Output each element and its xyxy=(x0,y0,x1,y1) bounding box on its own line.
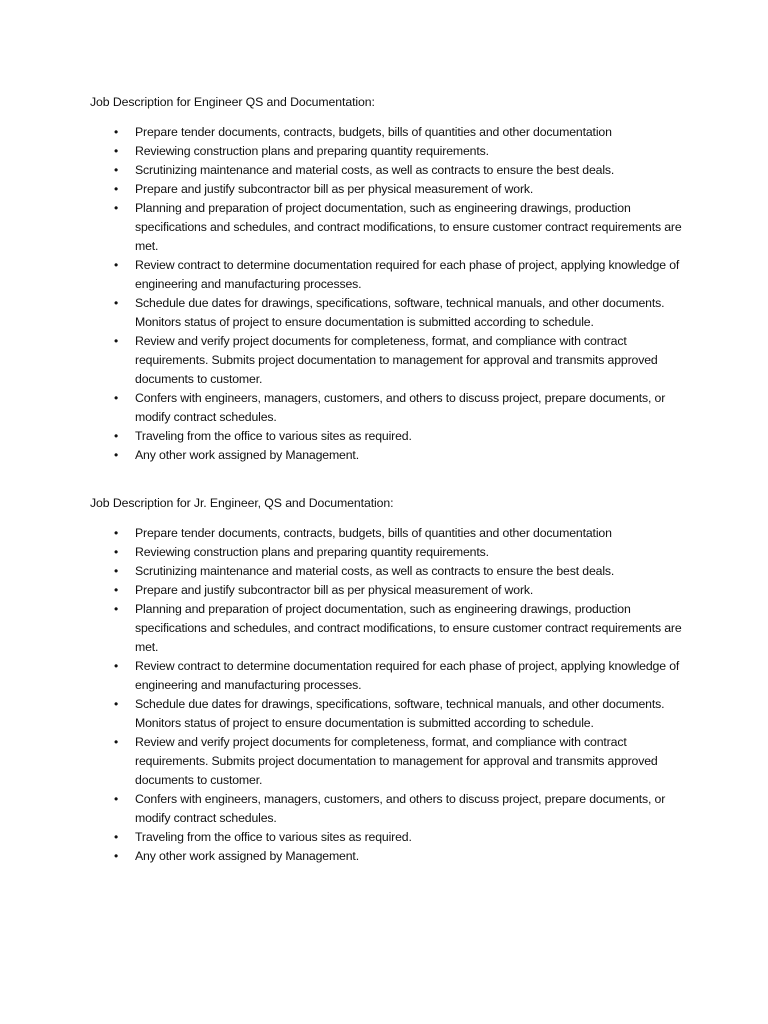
bullet-icon: • xyxy=(114,163,119,177)
list-item-text: Review contract to determine documentation required for each phase of project, applying knowledge of engineering and manufacturing processes. xyxy=(135,258,680,291)
list-item xyxy=(90,695,690,733)
bullet-icon: • xyxy=(114,583,119,597)
list-item-text: Traveling from the office to various sites as required. xyxy=(135,429,412,443)
list-item-text: Planning and preparation of project documentation, such as engineering drawings, production specifications and schedules, and contract modifications, to ensure customer contract requirements are met. xyxy=(135,602,682,654)
section-heading: Job Description for Engineer QS and Documentation: xyxy=(90,95,375,109)
bullet-icon: • xyxy=(114,526,119,540)
bullet-icon: • xyxy=(114,182,119,196)
list-item-text: Review and verify project documents for completeness, format, and compliance with contract requirements. Submits project documentation to management for approval and transmits approved documents to customer. xyxy=(135,735,658,787)
list-item-text: Confers with engineers, managers, customers, and others to discuss project, prepare documents, or modify contract schedules. xyxy=(135,792,666,825)
engineer-job-section xyxy=(90,93,690,465)
list-item xyxy=(90,161,690,180)
list-item-text: Scrutinizing maintenance and material costs, as well as contracts to ensure the best deals. xyxy=(135,564,615,578)
bullet-icon: • xyxy=(114,830,119,844)
list-item xyxy=(90,123,690,142)
list-item-text: Review contract to determine documentation required for each phase of project, applying knowledge of engineering and manufacturing processes. xyxy=(135,659,680,692)
list-item xyxy=(90,446,690,465)
list-item-text: Review and verify project documents for completeness, format, and compliance with contract requirements. Submits project documentation to management for approval and transmits approved documents to customer. xyxy=(135,334,658,386)
list-item xyxy=(90,142,690,161)
list-item-text: Planning and preparation of project documentation, such as engineering drawings, production specifications and schedules, and contract modifications, to ensure customer contract requirements are met. xyxy=(135,201,682,253)
bullet-icon: • xyxy=(114,792,119,806)
list-item-text: Prepare tender documents, contracts, budgets, bills of quantities and other documentation xyxy=(135,526,612,540)
bullet-icon: • xyxy=(114,144,119,158)
bullet-icon: • xyxy=(114,564,119,578)
list-item-text: Any other work assigned by Management. xyxy=(135,448,359,462)
bullet-icon: • xyxy=(114,697,119,711)
list-item xyxy=(90,180,690,199)
list-item xyxy=(90,332,690,389)
list-item-text: Prepare and justify subcontractor bill as per physical measurement of work. xyxy=(135,182,534,196)
list-item-text: Any other work assigned by Management. xyxy=(135,849,359,863)
list-item xyxy=(90,657,690,695)
bullet-icon: • xyxy=(114,735,119,749)
jr-engineer-job-section xyxy=(90,494,690,866)
list-item xyxy=(90,790,690,828)
bullet-icon: • xyxy=(114,659,119,673)
bullet-icon: • xyxy=(114,258,119,272)
bullet-icon: • xyxy=(114,391,119,405)
list-item xyxy=(90,524,690,543)
list-item-text: Scrutinizing maintenance and material costs, as well as contracts to ensure the best deals. xyxy=(135,163,615,177)
bullet-icon: • xyxy=(114,334,119,348)
bullet-icon: • xyxy=(114,429,119,443)
list-item-text: Schedule due dates for drawings, specifications, software, technical manuals, and other documents. Monitors status of project to ensure documentation is submitted according to schedule. xyxy=(135,697,665,730)
duties-list xyxy=(90,524,690,866)
list-item-text: Prepare tender documents, contracts, budgets, bills of quantities and other documentation xyxy=(135,125,612,139)
list-item xyxy=(90,562,690,581)
list-item xyxy=(90,294,690,332)
list-item xyxy=(90,828,690,847)
list-item xyxy=(90,199,690,256)
section-heading: Job Description for Jr. Engineer, QS and Documentation: xyxy=(90,496,394,510)
list-item xyxy=(90,389,690,427)
bullet-icon: • xyxy=(114,125,119,139)
list-item xyxy=(90,600,690,657)
list-item xyxy=(90,427,690,446)
bullet-icon: • xyxy=(114,602,119,616)
list-item xyxy=(90,733,690,790)
duties-list xyxy=(90,123,690,465)
list-item xyxy=(90,581,690,600)
list-item-text: Confers with engineers, managers, customers, and others to discuss project, prepare documents, or modify contract schedules. xyxy=(135,391,666,424)
bullet-icon: • xyxy=(114,545,119,559)
bullet-icon: • xyxy=(114,849,119,863)
list-item-text: Reviewing construction plans and preparing quantity requirements. xyxy=(135,545,489,559)
bullet-icon: • xyxy=(114,296,119,310)
list-item-text: Reviewing construction plans and preparing quantity requirements. xyxy=(135,144,489,158)
list-item-text: Traveling from the office to various sites as required. xyxy=(135,830,412,844)
list-item xyxy=(90,256,690,294)
list-item xyxy=(90,543,690,562)
bullet-icon: • xyxy=(114,201,119,215)
bullet-icon: • xyxy=(114,448,119,462)
list-item xyxy=(90,847,690,866)
list-item-text: Schedule due dates for drawings, specifications, software, technical manuals, and other documents. Monitors status of project to ensure documentation is submitted according to schedule. xyxy=(135,296,665,329)
list-item-text: Prepare and justify subcontractor bill as per physical measurement of work. xyxy=(135,583,534,597)
